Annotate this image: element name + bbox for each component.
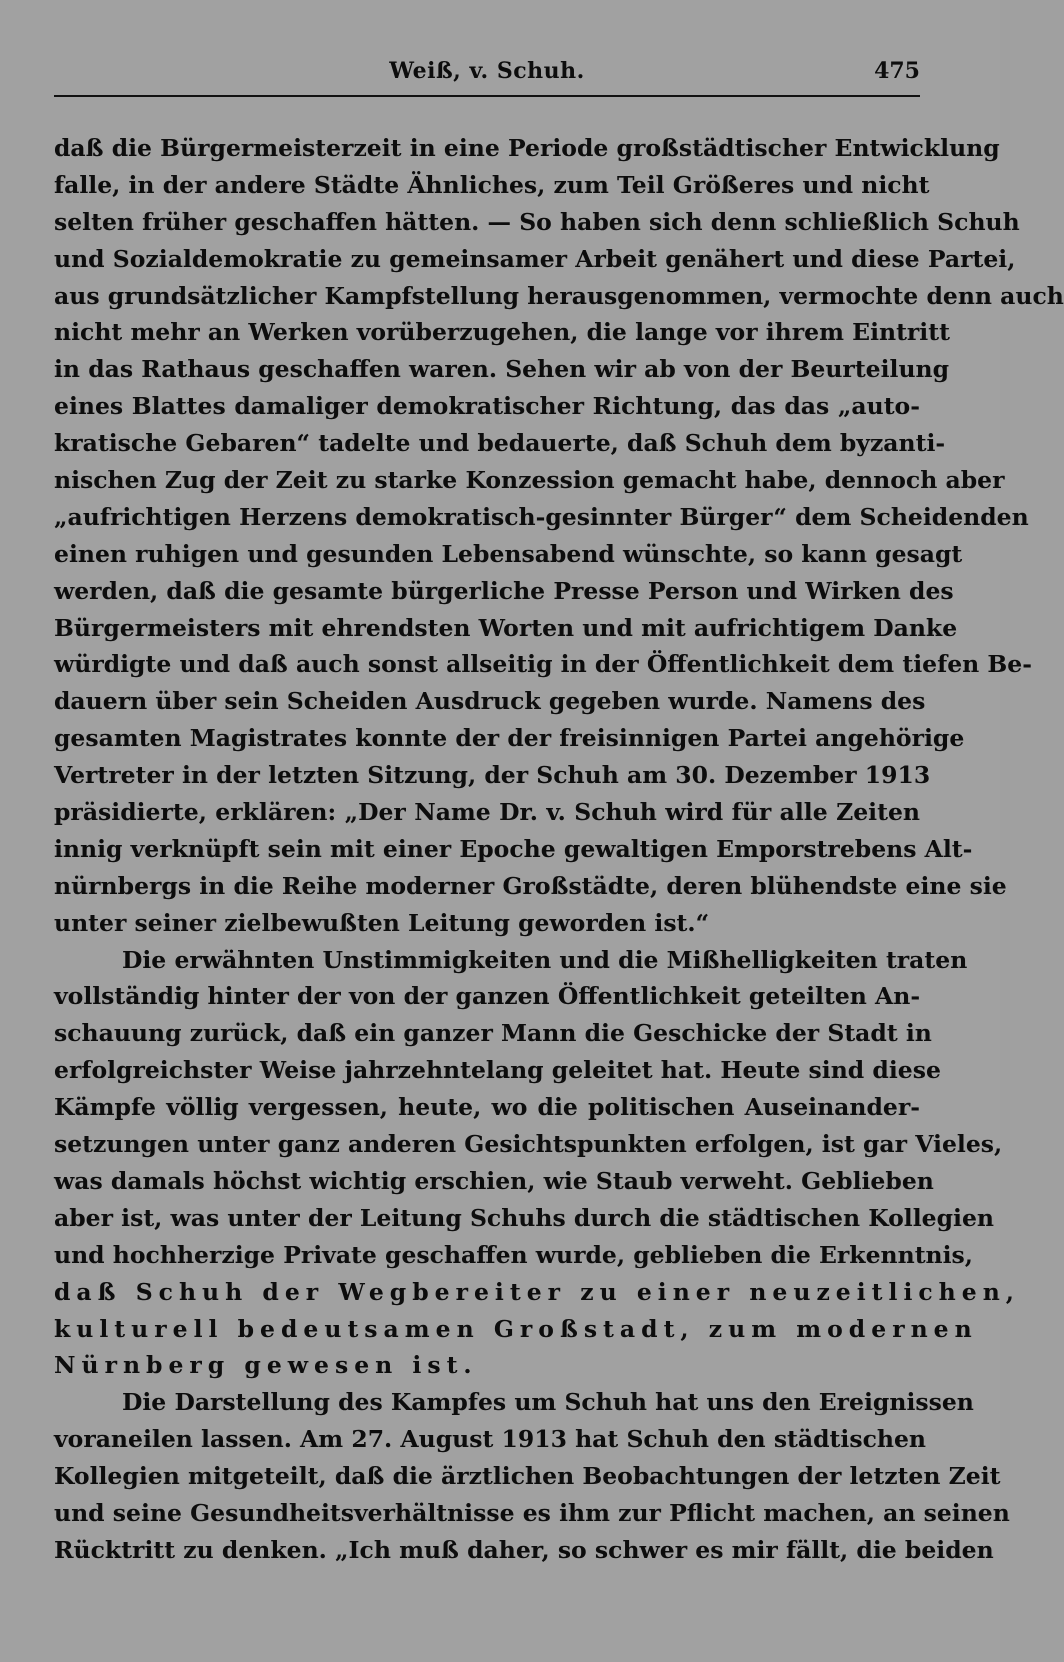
- text-line: werden, daß die gesamte bürgerliche Presse Person und Wirken des: [54, 576, 954, 605]
- text-line: und hochherzige Private geschaffen wurde, geblieben die Erkenntnis,: [54, 1240, 973, 1269]
- text-line: nischen Zug der Zeit zu starke Konzession gemacht habe, dennoch aber: [54, 466, 1005, 495]
- text-line: präsidierte, erklären: „Der Name Dr. v. Schuh wird für alle Zeiten: [54, 798, 920, 827]
- page-number: 475: [874, 58, 920, 84]
- text-line: „aufrichtigen Herzens demokratisch-gesinnter Bürger“ dem Scheidenden: [54, 502, 1029, 531]
- text-line: was damals höchst wichtig erschien, wie Staub verweht. Geblieben: [54, 1166, 934, 1195]
- text-line: nicht mehr an Werken vorüberzugehen, die lange vor ihrem Eintritt: [54, 318, 950, 347]
- text-line: Kämpfe völlig vergessen, heute, wo die politischen Auseinander-: [54, 1093, 920, 1122]
- text-line: einen ruhigen und gesunden Lebensabend wünschte, so kann gesagt: [54, 539, 963, 568]
- text-line: unter seiner zielbewußten Leitung geworden ist.“: [54, 908, 710, 937]
- text-line: schauung zurück, daß ein ganzer Mann die Geschicke der Stadt in: [54, 1019, 932, 1048]
- text-line: Die erwähnten Unstimmigkeiten und die Mißhelligkeiten traten: [122, 945, 968, 974]
- text-line: selten früher geschaffen hätten. — So haben sich denn schließlich Schuh: [54, 207, 1020, 236]
- text-line: Kollegien mitgeteilt, daß die ärztlichen Beobachtungen der letzten Zeit: [54, 1462, 1001, 1491]
- text-line: in das Rathaus geschaffen waren. Sehen wir ab von der Beurteilung: [54, 355, 950, 384]
- text-line: kulturell bedeutsamen Großstadt, zum modernen: [54, 1314, 978, 1343]
- text-line: Die Darstellung des Kampfes um Schuh hat uns den Ereignissen: [122, 1388, 974, 1417]
- text-line: würdigte und daß auch sonst allseitig in der Öffentlichkeit dem tiefen Be-: [54, 650, 1032, 679]
- page-header: [54, 58, 920, 98]
- text-line: falle, in der andere Städte Ähnliches, zum Teil Größeres und nicht: [54, 170, 930, 199]
- text-line: eines Blattes damaliger demokratischer Richtung, das das „auto-: [54, 392, 920, 421]
- text-line: voraneilen lassen. Am 27. August 1913 hat Schuh den städtischen: [54, 1425, 927, 1454]
- text-line: Bürgermeisters mit ehrendsten Worten und mit aufrichtigem Danke: [54, 613, 958, 642]
- text-line: kratische Gebaren“ tadelte und bedauerte, daß Schuh dem byzanti-: [54, 429, 946, 458]
- text-line: und seine Gesundheitsverhältnisse es ihm zur Pflicht machen, an seinen: [54, 1498, 1010, 1527]
- text-line: erfolgreichster Weise jahrzehntelang geleitet hat. Heute sind diese: [54, 1056, 941, 1085]
- text-line: setzungen unter ganz anderen Gesichtspunkten erfolgen, ist gar Vieles,: [54, 1130, 1003, 1159]
- header-rule: [54, 95, 920, 97]
- text-line: innig verknüpft sein mit einer Epoche gewaltigen Emporstrebens Alt-: [54, 834, 973, 863]
- text-line: daß die Bürgermeisterzeit in eine Periode großstädtischer Entwicklung: [54, 134, 1000, 162]
- text-line: Vertreter in der letzten Sitzung, der Schuh am 30. Dezember 1913: [54, 761, 931, 790]
- text-line: daß Schuh der Wegbereiter zu einer neuzeitlichen,: [54, 1277, 1020, 1306]
- text-line: nürnbergs in die Reihe moderner Großstädte, deren blühendste eine sie: [54, 871, 1007, 900]
- text-line: und Sozialdemokratie zu gemeinsamer Arbeit genähert und diese Partei,: [54, 244, 1016, 273]
- body-text: [54, 130, 1064, 1569]
- text-line: Nürnberg gewesen ist.: [54, 1351, 478, 1380]
- text-line: vollständig hinter der von der ganzen Öffentlichkeit geteilten An-: [54, 982, 921, 1011]
- text-line: aus grundsätzlicher Kampfstellung herausgenommen, vermochte denn auch: [54, 281, 1064, 310]
- running-head: Weiß, v. Schuh.: [389, 58, 585, 84]
- text-line: aber ist, was unter der Leitung Schuhs durch die städtischen Kollegien: [54, 1203, 995, 1232]
- text-line: gesamten Magistrates konnte der der freisinnigen Partei angehörige: [54, 724, 965, 753]
- text-line: Rücktritt zu denken. „Ich muß daher, so schwer es mir fällt, die beiden: [54, 1535, 994, 1564]
- text-line: dauern über sein Scheiden Ausdruck gegeben wurde. Namens des: [54, 687, 926, 716]
